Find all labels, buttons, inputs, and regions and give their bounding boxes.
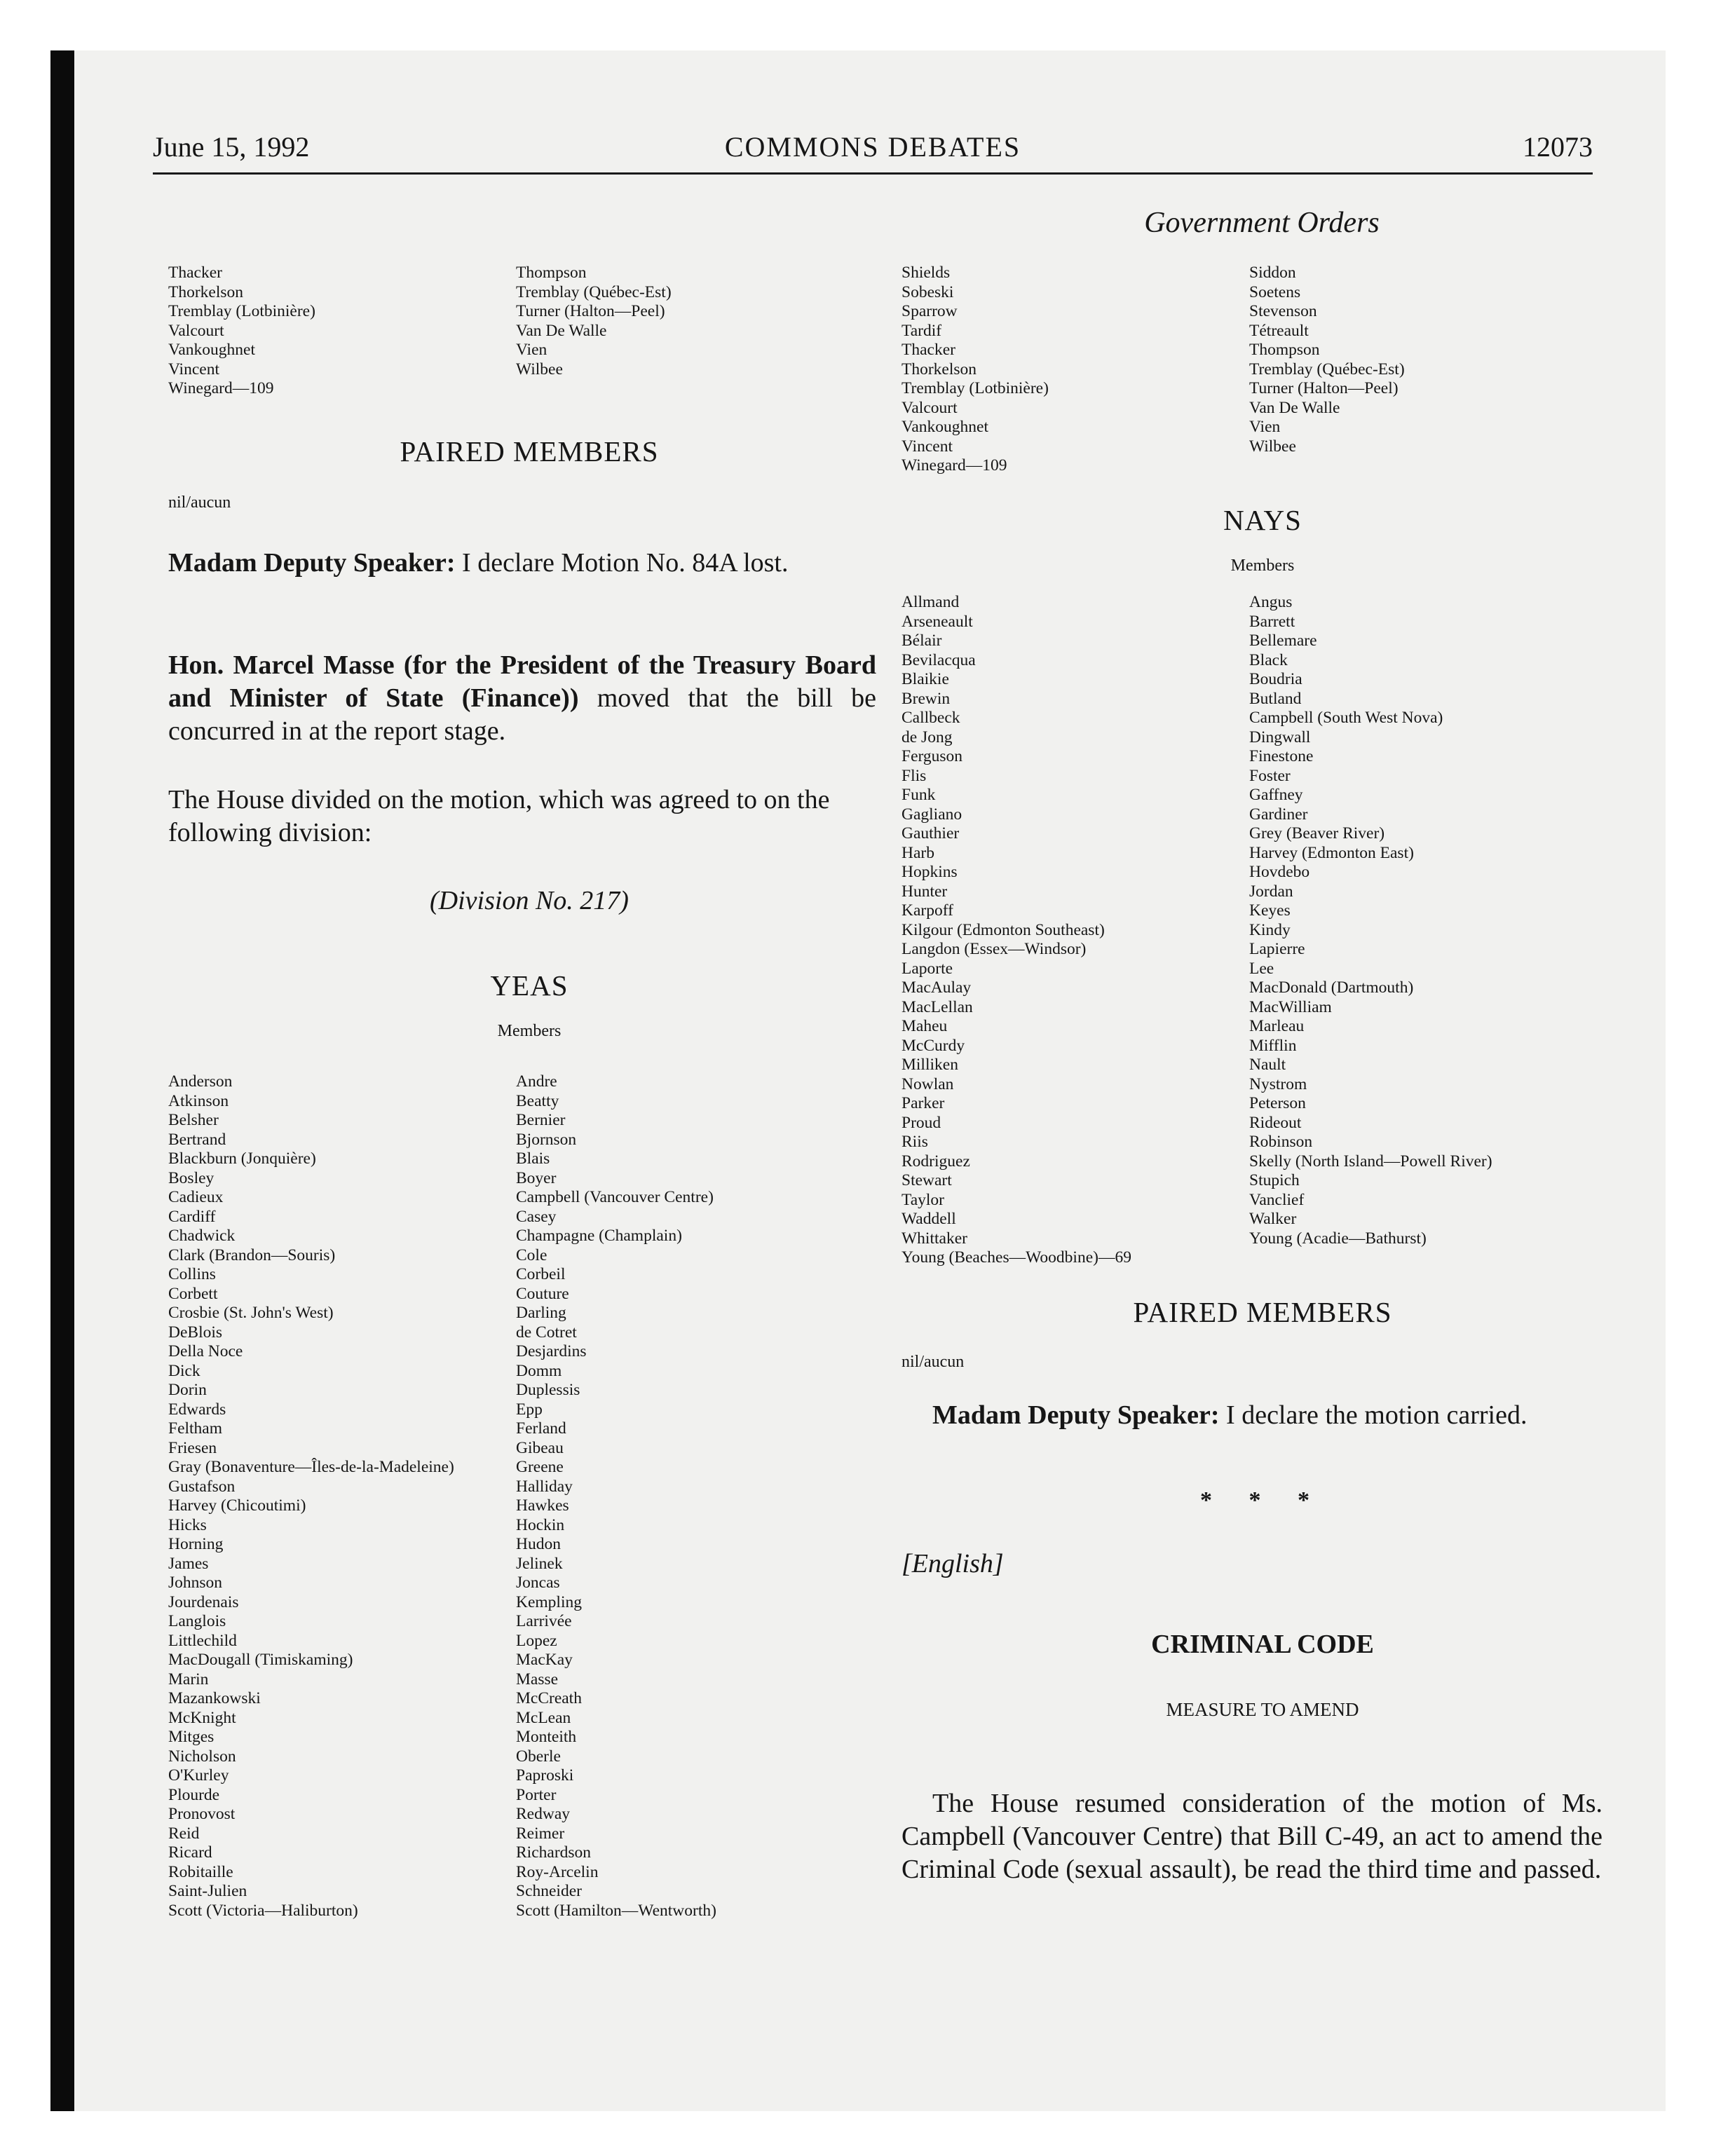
member-name: Pronovost <box>168 1805 236 1823</box>
member-name: Bernier <box>516 1111 566 1129</box>
member-name: Nault <box>1249 1056 1286 1074</box>
member-name: Bélair <box>901 632 942 650</box>
member-name: MacAulay <box>901 978 972 997</box>
member-name: Tremblay (Lotbinière) <box>168 302 315 320</box>
member-name: Soetens <box>1249 282 1301 301</box>
member-name: Darling <box>516 1304 566 1322</box>
nays-members-label: Members <box>1230 557 1295 575</box>
division-number: (Division No. 217) <box>430 886 629 915</box>
member-name: Corbeil <box>516 1265 566 1283</box>
right-speaker-statement <box>932 1399 1633 1432</box>
member-name: Turner (Halton—Peel) <box>1249 379 1399 397</box>
member-name: Blais <box>516 1149 550 1168</box>
member-name: Thacker <box>168 264 222 282</box>
member-name: Gray (Bonaventure—Îles-de-la-Madeleine) <box>168 1458 454 1476</box>
member-name: Siddon <box>1249 264 1296 282</box>
member-name: Flis <box>901 766 927 785</box>
division-statement: The House divided on the motion, which was agreed to on the following division: <box>168 785 830 847</box>
member-name: Nystrom <box>1249 1074 1307 1093</box>
member-name: Ferguson <box>901 747 963 765</box>
member-name: Barrett <box>1249 612 1295 631</box>
member-name: Monteith <box>516 1728 577 1746</box>
language-tag: [English] <box>901 1549 1004 1578</box>
member-name: MacKay <box>516 1651 573 1669</box>
member-name: Thompson <box>516 264 587 282</box>
member-name: Cole <box>516 1246 547 1264</box>
member-name: Skelly (North Island—Powell River) <box>1249 1152 1492 1171</box>
member-name: Della Noce <box>168 1342 243 1360</box>
member-name: Jourdenais <box>168 1592 239 1611</box>
member-name: Vankoughnet <box>901 418 989 436</box>
member-name: Wilbee <box>516 360 563 378</box>
member-name: Bellemare <box>1249 632 1317 650</box>
member-name: Gauthier <box>901 824 960 842</box>
member-name: Horning <box>168 1535 224 1553</box>
member-name: Cardiff <box>168 1207 216 1226</box>
member-name: McLean <box>516 1708 571 1727</box>
member-name: Harvey (Edmonton East) <box>1249 843 1414 862</box>
member-name: Walker <box>1249 1210 1297 1228</box>
member-name: de Jong <box>901 728 953 746</box>
bill-subheading: MEASURE TO AMEND <box>1166 1699 1359 1720</box>
member-name: Stevenson <box>1249 302 1317 320</box>
member-name: Valcourt <box>901 398 958 417</box>
yeas-col2 <box>516 1072 716 1920</box>
member-name: Andre <box>516 1072 557 1091</box>
member-name: Mitges <box>168 1728 215 1746</box>
member-name: Brewin <box>901 689 951 708</box>
member-name: Hovdebo <box>1249 863 1310 881</box>
speaker-name: Madam Deputy Speaker: <box>932 1400 1220 1430</box>
member-name: Jordan <box>1249 882 1293 901</box>
member-name: Chadwick <box>168 1227 236 1245</box>
member-name: Saint-Julien <box>168 1882 247 1900</box>
header-date: June 15, 1992 <box>153 131 310 163</box>
member-name: Stupich <box>1249 1171 1300 1189</box>
speaker-text: I declare Motion No. 84A lost. <box>462 548 789 578</box>
member-name: Robinson <box>1249 1133 1313 1151</box>
member-name: Allmand <box>901 593 960 611</box>
member-name: Gibeau <box>516 1438 564 1457</box>
member-name: Marleau <box>1249 1017 1305 1035</box>
member-name: Porter <box>516 1785 557 1804</box>
member-name: Paproski <box>516 1766 574 1785</box>
resumed-consideration: The House resumed consideration of the motion of Ms. Campbell (Vancouver Centre) that Bill C-49, an act to amend the Criminal Code (sexual assault), be read the third time and passed. <box>901 1789 1603 1884</box>
member-name: Epp <box>516 1400 543 1419</box>
member-name: MacLellan <box>901 997 973 1016</box>
member-name: Blaikie <box>901 670 949 688</box>
left-paired-value: nil/aucun <box>168 493 231 512</box>
member-name: Lee <box>1249 959 1274 978</box>
member-name: Richardson <box>516 1843 592 1862</box>
member-name: Thorkelson <box>168 282 244 301</box>
member-name: Johnson <box>168 1574 223 1592</box>
member-name: Dingwall <box>1249 728 1311 746</box>
member-name: Thorkelson <box>901 360 977 378</box>
member-name: Hunter <box>901 882 948 901</box>
binding-edge <box>50 50 74 2111</box>
left-speaker-statement <box>168 547 876 580</box>
member-name: McCreath <box>516 1689 582 1707</box>
yeas-members-label: Members <box>497 1022 562 1040</box>
member-name: Callbeck <box>901 709 960 727</box>
member-name: Schneider <box>516 1882 582 1900</box>
masse-text: moved that the bill be concurred in at the report stage. <box>168 683 876 746</box>
member-name: McCurdy <box>901 1036 965 1055</box>
member-name: Mifflin <box>1249 1036 1297 1055</box>
member-name: Harb <box>901 843 934 862</box>
member-name: Whittaker <box>901 1229 967 1248</box>
member-name: Reid <box>168 1824 200 1843</box>
member-name: Tremblay (Québec-Est) <box>1249 360 1405 378</box>
page-number: 12073 <box>1523 131 1593 163</box>
member-name: Tardif <box>901 321 942 340</box>
member-name: Tremblay (Québec-Est) <box>516 282 672 301</box>
member-name: Gardiner <box>1249 805 1308 824</box>
member-name: Young (Beaches—Woodbine)—69 <box>901 1248 1131 1267</box>
member-name: Maheu <box>901 1017 948 1035</box>
member-name: Scott (Hamilton—Wentworth) <box>516 1901 716 1920</box>
member-name: Langdon (Essex—Windsor) <box>901 940 1087 958</box>
member-name: Black <box>1249 650 1288 669</box>
member-name: Thacker <box>901 341 955 359</box>
member-name: Blackburn (Jonquière) <box>168 1149 316 1168</box>
member-name: Duplessis <box>516 1381 580 1399</box>
nays-col2 <box>1249 593 1492 1248</box>
member-name: Laporte <box>901 959 953 978</box>
member-name: Tremblay (Lotbinière) <box>901 379 1049 397</box>
member-name: Dorin <box>168 1381 207 1399</box>
member-name: MacDougall (Timiskaming) <box>168 1651 353 1669</box>
member-name: Ricard <box>168 1843 212 1862</box>
section-separator: * * * <box>1200 1487 1325 1513</box>
member-name: Taylor <box>901 1190 944 1209</box>
member-name: Campbell (South West Nova) <box>1249 709 1443 727</box>
member-name: Roy-Arcelin <box>516 1862 599 1881</box>
member-name: Dick <box>168 1361 200 1380</box>
nays-continued-col1 <box>168 264 315 399</box>
member-name: Foster <box>1249 766 1291 785</box>
member-name: Arseneault <box>901 612 973 631</box>
member-name: Hicks <box>168 1515 207 1534</box>
yeas-heading: YEAS <box>490 969 569 1002</box>
left-paired-heading: PAIRED MEMBERS <box>400 435 659 468</box>
member-name: James <box>168 1554 209 1573</box>
member-name: Crosbie (St. John's West) <box>168 1304 334 1322</box>
member-name: Joncas <box>516 1574 560 1592</box>
member-name: Bosley <box>168 1168 215 1187</box>
member-name: Sparrow <box>901 302 958 320</box>
member-name: Peterson <box>1249 1094 1306 1112</box>
member-name: Scott (Victoria—Haliburton) <box>168 1901 358 1920</box>
right-paired-heading: PAIRED MEMBERS <box>1133 1296 1392 1328</box>
member-name: Keyes <box>1249 901 1291 920</box>
member-name: Domm <box>516 1361 562 1380</box>
member-name: Van De Walle <box>516 321 607 340</box>
member-name: Young (Acadie—Bathurst) <box>1249 1229 1427 1248</box>
member-name: Rodriguez <box>901 1152 970 1171</box>
member-name: Bevilacqua <box>901 650 976 669</box>
member-name: Greene <box>516 1458 564 1476</box>
member-name: Boudria <box>1249 670 1302 688</box>
member-name: Grey (Beaver River) <box>1249 824 1385 842</box>
member-name: Vincent <box>901 437 953 456</box>
member-name: Winegard—109 <box>168 379 274 397</box>
member-name: Langlois <box>168 1612 226 1630</box>
right-paired-value: nil/aucun <box>901 1353 965 1371</box>
member-name: Tétreault <box>1249 321 1309 340</box>
member-name: Beatty <box>516 1091 559 1110</box>
member-name: Proud <box>901 1113 941 1132</box>
member-name: Reimer <box>516 1824 565 1843</box>
nays-col1 <box>901 593 1131 1268</box>
member-name: Boyer <box>516 1168 557 1187</box>
member-name: Wilbee <box>1249 437 1296 456</box>
member-name: Gustafson <box>168 1477 236 1496</box>
member-name: Nowlan <box>901 1074 954 1093</box>
member-name: Hopkins <box>901 863 958 881</box>
member-name: McKnight <box>168 1708 236 1727</box>
member-name: Vanclief <box>1249 1190 1305 1209</box>
member-name: Kilgour (Edmonton Southeast) <box>901 920 1105 939</box>
yeas-col1 <box>168 1072 454 1920</box>
masse-name: Hon. Marcel Masse (for the President of the Treasury Board and Minister of State (Finance)) <box>168 650 876 713</box>
member-name: Bjornson <box>516 1130 577 1149</box>
speaker-text: I declare the motion carried. <box>1226 1400 1528 1430</box>
member-name: DeBlois <box>168 1323 223 1342</box>
member-name: Turner (Halton—Peel) <box>516 302 665 320</box>
member-name: Redway <box>516 1805 571 1823</box>
member-name: Cadieux <box>168 1188 224 1206</box>
member-name: Lapierre <box>1249 940 1305 958</box>
member-name: Kindy <box>1249 920 1291 939</box>
member-name: Plourde <box>168 1785 220 1804</box>
member-name: Littlechild <box>168 1631 237 1650</box>
member-name: Bertrand <box>168 1130 226 1149</box>
member-name: Champagne (Champlain) <box>516 1227 682 1245</box>
member-name: Halliday <box>516 1477 573 1496</box>
member-name: Vien <box>1249 418 1281 436</box>
nays-continued-col2 <box>516 264 672 379</box>
member-name: Lopez <box>516 1631 557 1650</box>
member-name: Couture <box>516 1284 569 1303</box>
member-name: Gagliano <box>901 805 962 824</box>
nays-heading: NAYS <box>1223 504 1302 536</box>
member-name: Gaffney <box>1249 786 1303 804</box>
member-name: Riis <box>901 1133 928 1151</box>
member-name: Hawkes <box>516 1496 569 1515</box>
member-name: Edwards <box>168 1400 226 1419</box>
member-name: Belsher <box>168 1111 219 1129</box>
header-title: COMMONS DEBATES <box>724 131 1021 163</box>
member-name: Ferland <box>516 1419 566 1438</box>
member-name: Casey <box>516 1207 557 1226</box>
member-name: Nicholson <box>168 1747 236 1766</box>
member-name: Valcourt <box>168 321 224 340</box>
masse-motion <box>168 649 876 748</box>
member-name: Milliken <box>901 1056 958 1074</box>
member-name: Vien <box>516 341 547 359</box>
member-name: Vincent <box>168 360 219 378</box>
member-name: O'Kurley <box>168 1766 229 1785</box>
member-name: Jelinek <box>516 1554 563 1573</box>
member-name: Corbett <box>168 1284 218 1303</box>
member-name: Desjardins <box>516 1342 587 1360</box>
member-name: MacWilliam <box>1249 997 1332 1016</box>
member-name: MacDonald (Dartmouth) <box>1249 978 1414 997</box>
member-name: Marin <box>168 1670 209 1688</box>
yeas-continued-col1 <box>901 264 1049 476</box>
member-name: Mazankowski <box>168 1689 261 1707</box>
member-name: Parker <box>901 1094 945 1112</box>
member-name: Feltham <box>168 1419 223 1438</box>
page-header <box>153 123 1593 175</box>
member-name: Waddell <box>901 1210 956 1228</box>
member-name: Robitaille <box>168 1862 233 1881</box>
yeas-continued-col2 <box>1249 264 1405 456</box>
member-name: Friesen <box>168 1438 217 1457</box>
member-name: Masse <box>516 1670 559 1688</box>
member-name: Anderson <box>168 1072 233 1091</box>
member-name: Shields <box>901 264 951 282</box>
member-name: Campbell (Vancouver Centre) <box>516 1188 714 1206</box>
member-name: Vankoughnet <box>168 341 256 359</box>
member-name: de Cotret <box>516 1323 577 1342</box>
member-name: Karpoff <box>901 901 953 920</box>
member-name: Larrivée <box>516 1612 572 1630</box>
member-name: Hudon <box>516 1535 561 1553</box>
member-name: Atkinson <box>168 1091 229 1110</box>
member-name: Thompson <box>1249 341 1320 359</box>
member-name: Hockin <box>516 1515 565 1534</box>
member-name: Clark (Brandon—Souris) <box>168 1246 336 1264</box>
member-name: Finestone <box>1249 747 1314 765</box>
member-name: Sobeski <box>901 282 954 301</box>
member-name: Harvey (Chicoutimi) <box>168 1496 306 1515</box>
member-name: Collins <box>168 1265 216 1283</box>
member-name: Butland <box>1249 689 1302 708</box>
member-name: Rideout <box>1249 1113 1302 1132</box>
section-heading: Government Orders <box>1144 207 1380 239</box>
bill-heading: CRIMINAL CODE <box>1151 1630 1374 1659</box>
member-name: Funk <box>901 786 936 804</box>
member-name: Stewart <box>901 1171 952 1189</box>
member-name: Winegard—109 <box>901 456 1007 475</box>
member-name: Kempling <box>516 1592 582 1611</box>
member-name: Oberle <box>516 1747 561 1766</box>
member-name: Angus <box>1249 593 1293 611</box>
speaker-name: Madam Deputy Speaker: <box>168 548 456 578</box>
member-name: Van De Walle <box>1249 398 1340 417</box>
